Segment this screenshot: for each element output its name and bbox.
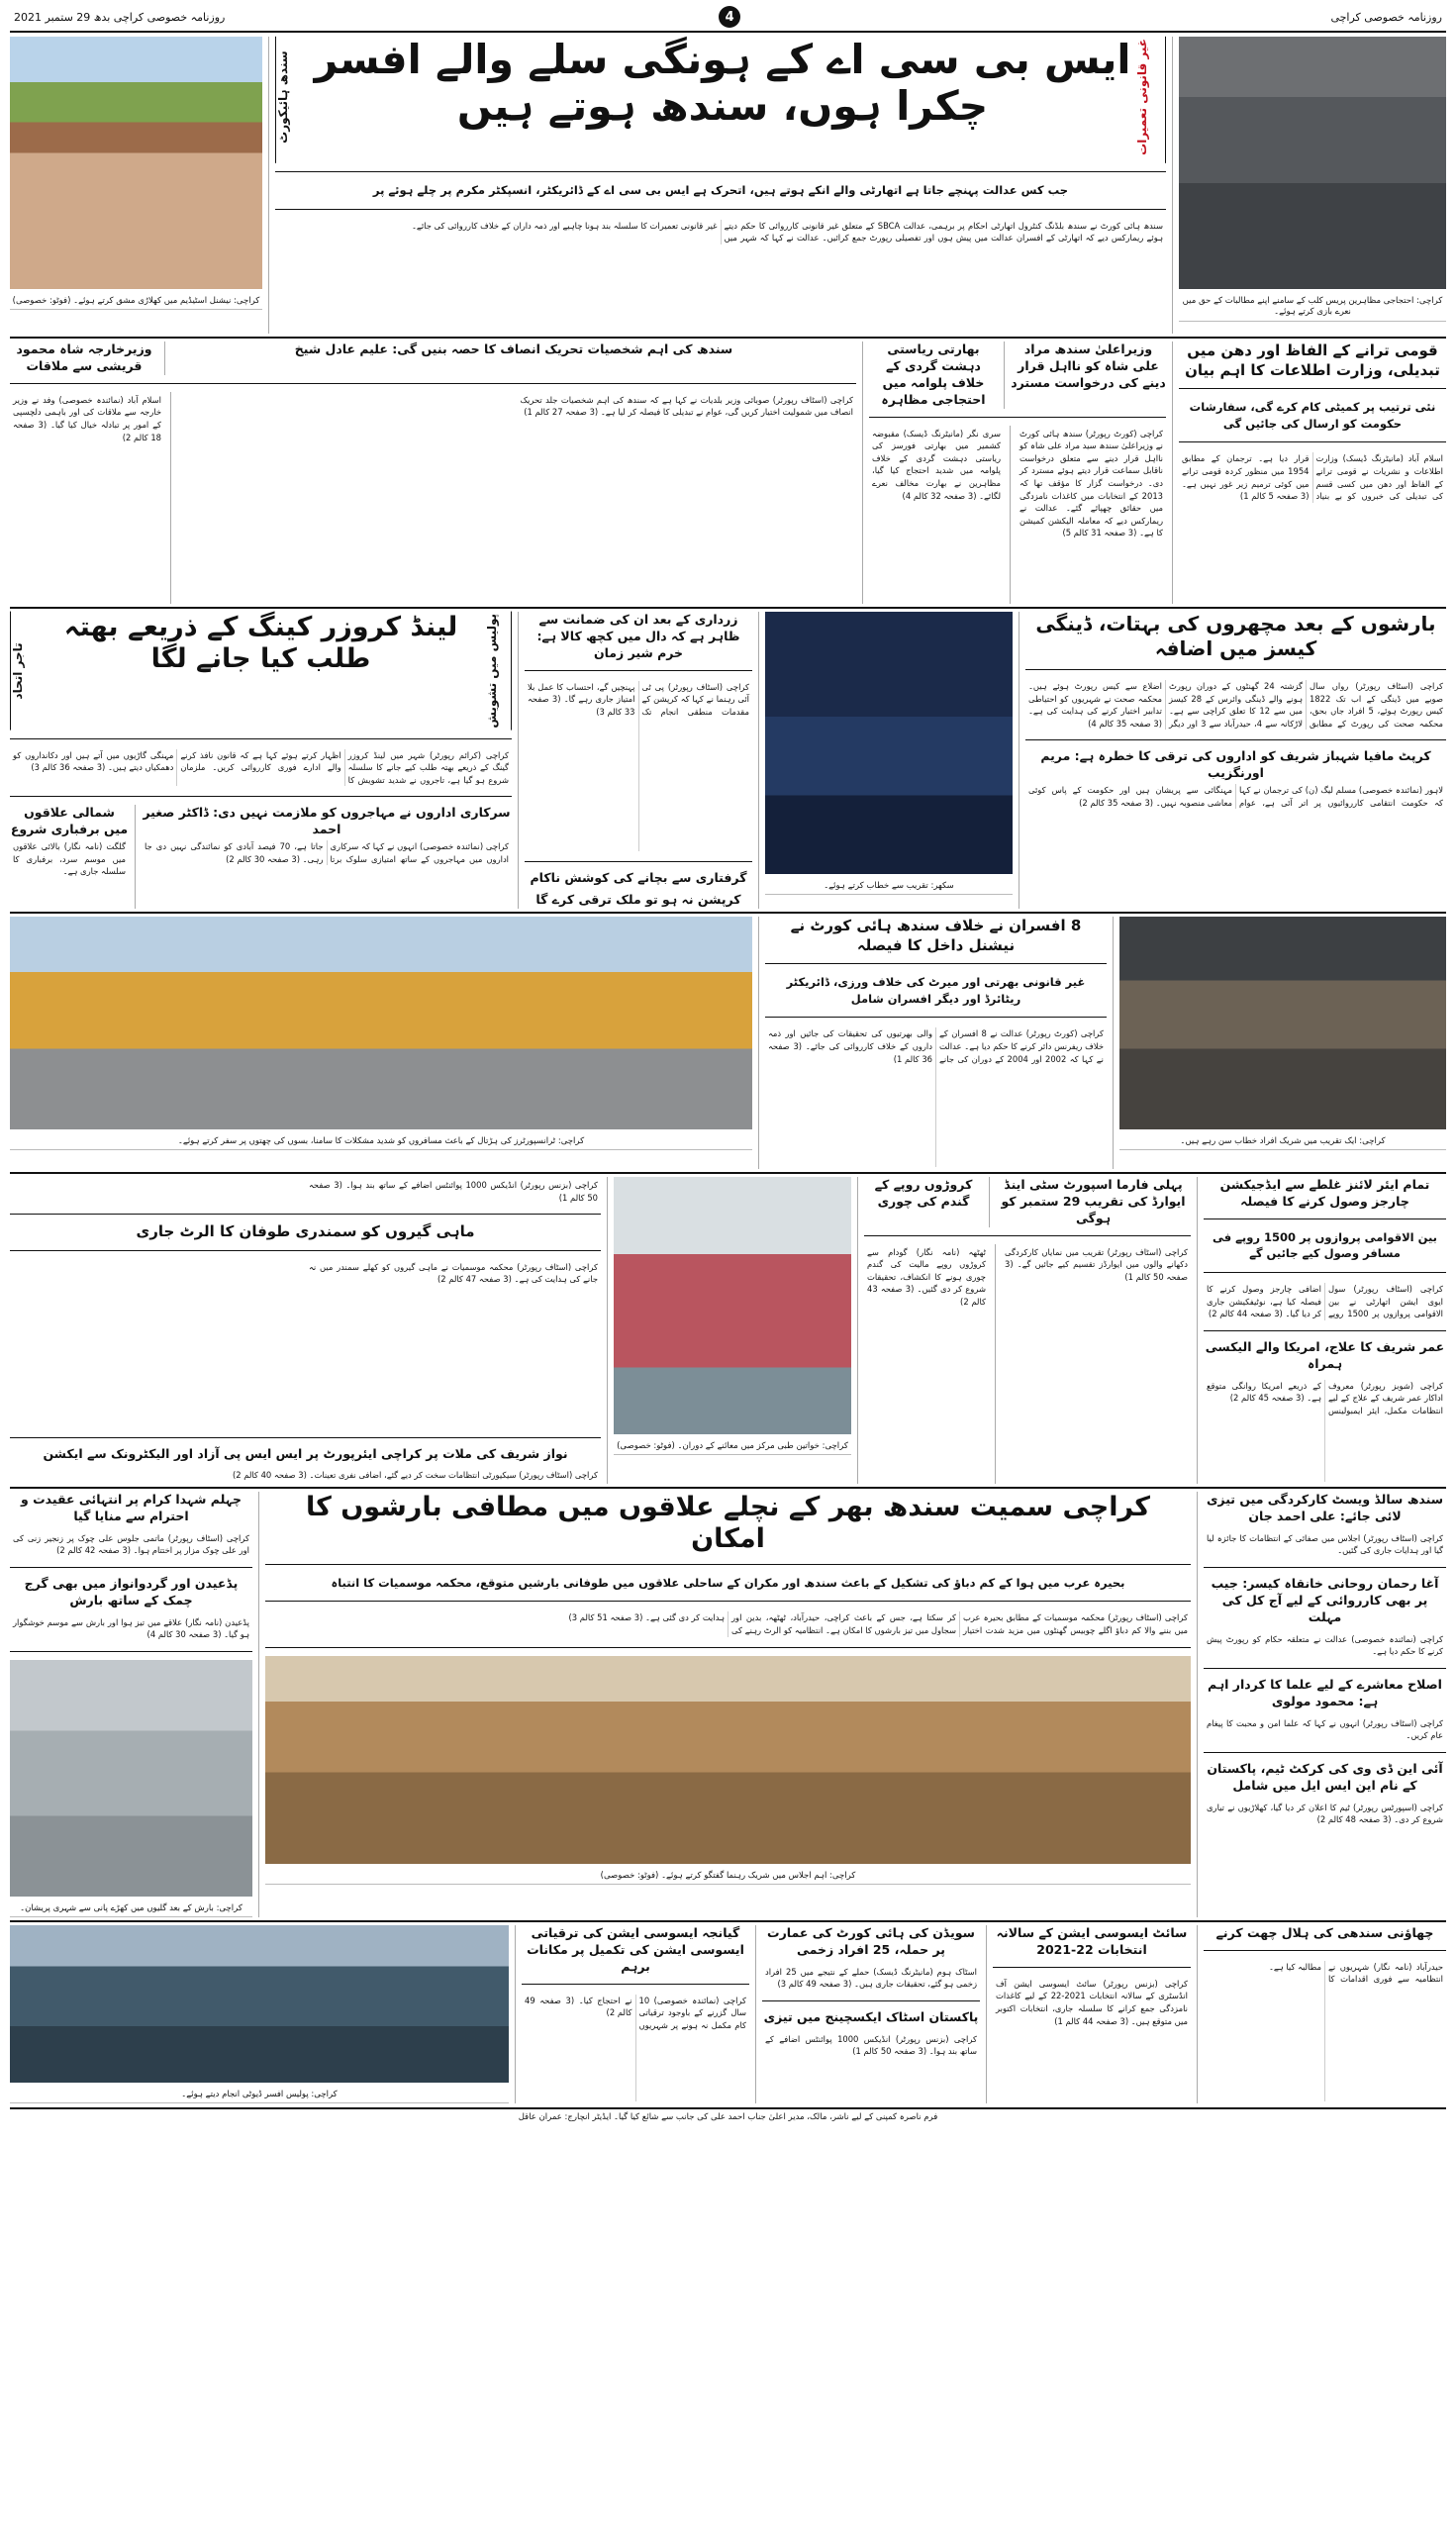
lead-kicker-right: غیر قانونی تعمیرات xyxy=(1135,37,1166,163)
article-pasban-headline: سائٹ ایسوسی ایشن کے سالانہ انتخابات 22-2021 xyxy=(996,1925,1188,1957)
article-jobs-body: کراچی (نمائندہ خصوصی) انہوں نے کہا کہ سرکاری اداروں میں مہاجروں کے ساتھ امتیازی سلوک برتا جاتا ہے، 70 فیصد آبادی کو نمائندگی نہیں دی جا رہی۔ (3 صفحہ 30 کالم 2) xyxy=(145,841,509,864)
top-band xyxy=(10,37,1446,334)
lead-headline: ایس بی سی اے کے ہونگی سلے والے افسر چکرا ہوں، سندھ ہوتے ہیں xyxy=(314,36,1131,131)
lead-story xyxy=(275,37,1166,334)
article-group-misc1 xyxy=(864,1177,1191,1484)
article-psx-body: کراچی (بزنس رپورٹر) انڈیکس 1000 پوائنٹس اضافے کے ساتھ بند ہوا۔ (3 صفحہ 50 کالم 1) xyxy=(765,2033,977,2057)
article-gianja-headline: گیانجہ ایسوسی ایشن کی ترقیاتی ایسوسی ایشن کی تکمیل پر مکانات برہم xyxy=(527,1925,744,1974)
masthead-left: روزنامہ خصوصی کراچی بدھ 29 ستمبر 2021 xyxy=(14,10,226,24)
article-airlines-body: کراچی (اسٹاف رپورٹر) سول ایوی ایشن اتھارٹی نے بین الاقوامی پروازوں پر 1500 روپے اضافی چارجز وصول کرنے کا فیصلہ کیا ہے، نوٹیفکیشن جاری کر دیا گیا۔ (3 صفحہ 44 کالم 2) xyxy=(1207,1284,1443,1319)
article-omar-headline: عمر شریف کا علاج، امریکا والے الیکسی ہمراہ xyxy=(1205,1338,1445,1371)
crowd-photo-block xyxy=(1119,917,1446,1169)
protest-photo xyxy=(1179,37,1446,289)
article-pasban-body: کراچی (بزنس رپورٹر) سائٹ ایسوسی ایشن آف انڈسٹری کے سالانہ انتخابات 2021-22 کے لیے کاغذات نامزدگی جمع کرانے کا سلسلہ جاری، انتخابات اکتوبر میں متوقع ہیں۔ (3 صفحہ 44 کالم 1) xyxy=(996,1978,1188,2026)
fourth-band xyxy=(10,917,1446,1169)
article-arrest-headline: گرفتاری سے بچانے کی کوشش ناکام xyxy=(530,870,747,886)
protest-photo-block xyxy=(1179,37,1446,334)
article-pasban xyxy=(993,1925,1191,2103)
masthead-right: روزنامہ خصوصی کراچی xyxy=(1330,10,1442,24)
article-group-politics xyxy=(10,341,856,604)
article-chehlum-body: کراچی (اسٹاف رپورٹر) ماتمی جلوس علی چوک پر زنجیر زنی کی اور علی چوک مزار پر اختتام ہوا۔ (3 صفحہ 42 کالم 2) xyxy=(13,1532,249,1556)
lead-deck: جب کس عدالت پہنچے جاتا ہے اتھارٹی والے انکے ہوتے ہیں، اتحرک ہے ایس بی سی اے کے ڈائریکٹر، انسپکٹر مکرم پر چلے ہوئے پر xyxy=(372,182,1069,197)
speaker-photo-caption: سکھر: تقریب سے خطاب کرتے ہوئے۔ xyxy=(765,879,1013,895)
article-anthem xyxy=(1179,341,1446,604)
article-khurram-body: کراچی (اسٹاف رپورٹر) پی ٹی آئی رہنما نے کہا کہ کرپشن کے مقدمات منطقی انجام تک پہنچیں گے، احتساب کا عمل بلا امتیاز جاری رہے گا۔ (3 صفحہ 33 کالم 3) xyxy=(528,681,749,717)
seventh-band xyxy=(10,1925,1446,2103)
landcruiser-side-kicker: پولیس میں تشویش xyxy=(485,612,512,731)
bus-photo-caption: کراچی: ٹرانسپورٹرز کی ہڑتال کے باعث مسافروں کو شدید مشکلات کا سامنا، بسوں کی چھتوں پر سفر کرتے ہوئے۔ xyxy=(10,1134,752,1150)
article-psx-headline: پاکستان اسٹاک ایکسچینج میں تیزی xyxy=(763,2008,979,2024)
officer-photo-caption: کراچی: پولیس افسر ڈیوٹی انجام دیتے ہوئے۔ xyxy=(10,2088,509,2103)
landcruiser-side-note: تاجر اتحاد xyxy=(10,612,37,731)
article-nawaz-body: کراچی (اسٹاف رپورٹر) سیکیورٹی انتظامات سخت کر دیے گئے، اضافی نفری تعینات۔ (3 صفحہ 40 کالم 2) xyxy=(232,1470,598,1481)
article-wheat-headline: کروڑوں روپے کے گندم کی چوری xyxy=(874,1177,973,1209)
article-landcruiser-headline: لینڈ کروزر کینگ کے ذریعے بھتہ طلب کیا جانے لگا xyxy=(63,612,458,675)
article-agha-headline: آغا رحمان روحانی خانقاہ کیسر: جیب پر بھی کارروائی کے لیے آج کل کی مہلت xyxy=(1211,1575,1439,1624)
officer-photo-block xyxy=(10,1925,509,2103)
article-gianja-body: کراچی (نمائندہ خصوصی) 10 سال گزرنے کے باوجود ترقیاتی کام مکمل نہ ہونے پر شہریوں نے احتجاج کیا۔ (3 صفحہ 49 کالم 2) xyxy=(525,1995,746,2030)
article-dengue-body: کراچی (اسٹاف رپورٹر) رواں سال صوبے میں ڈینگی کے اب تک 1822 کیس رپورٹ ہوئے، 5 افراد جاں بحق، محکمہ صحت کی رپورٹ کے مطابق گزشتہ 24 گھنٹوں کے دوران رپورٹ ہونے والے ڈینگی وائرس کے 28 کیسز میں سے 12 کا تعلق کراچی سے ہے۔ لاڑکانہ سے 4، حیدرآباد سے 3 اور دیگر اضلاع سے کیس رپورٹ ہوئے ہیں۔ محکمہ صحت نے شہریوں کو احتیاطی تدابیر اختیار کرنے کی ہدایت کی ہے۔ (3 صفحہ 35 کالم 4) xyxy=(1028,681,1443,729)
article-snow-headline: شمالی علاقوں میں برفباری شروع xyxy=(10,805,129,837)
article-fishermen-body: کراچی (اسٹاف رپورٹر) محکمہ موسمیات نے ماہی گیروں کو کھلے سمندر میں نہ جانے کی ہدایت کی ہے۔ (3 صفحہ 47 کالم 2) xyxy=(309,1261,598,1285)
fifth-band xyxy=(10,1177,1446,1484)
protest-photo-caption: کراچی: احتجاجی مظاہرین پریس کلب کے سامنے اپنے مطالبات کے حق میں نعرے بازی کرتے ہوئے۔ xyxy=(1179,294,1446,322)
article-sweden-body: اسٹاک ہوم (مانیٹرنگ ڈیسک) حملے کے نتیجے میں 25 افراد زخمی ہو گئے، تحقیقات جاری ہیں۔ (3 صفحہ 49 کالم 3) xyxy=(765,1966,978,1990)
article-cricket-headline: آئی این ڈی وی کی کرکٹ ٹیم، پاکستان کے نام این ایس ایل میں شامل xyxy=(1207,1760,1443,1793)
article-fishermen-headline: ماہی گیروں کو سمندری طوفان کا الرٹ جاری xyxy=(136,1222,475,1241)
second-band xyxy=(10,341,1446,604)
speaker-photo-block xyxy=(765,612,1013,909)
article-khurram xyxy=(525,612,752,909)
article-pulwama-body: سری نگر (مانیٹرنگ ڈیسک) مقبوضہ کشمیر میں بھارتی فورسز کی ریاستی دہشت گردی کے خلاف پلوامہ میں شدید احتجاج کیا گیا، مظاہرین نے بھارت مخالف نعرے لگائے۔ (3 صفحہ 32 کالم 4) xyxy=(872,428,1001,501)
article-omar-body: کراچی (شوبز رپورٹر) معروف اداکار عمر شریف کے علاج کے لیے انتظامات مکمل، ایئر ایمبولینس کے ذریعے امریکا روانگی متوقع ہے۔ (3 صفحہ 45 کالم 2) xyxy=(1207,1380,1443,1415)
page-footer: فرم ناصرہ کمپنی کے لیے ناشر، مالک، مدیر اعلیٰ جناب احمد علی کی جانب سے شائع کیا گیا۔ ایڈیٹر انچارج: عمران عاقل xyxy=(10,2107,1446,2124)
article-swm-body: کراچی (اسٹاف رپورٹر) اجلاس میں صفائی کے انتظامات کا جائزہ لیا گیا اور ہدایات جاری کی گئیں۔ xyxy=(1207,1532,1443,1556)
article-petition-headline: وزیراعلیٰ سندھ مراد علی شاہ کو نااہل قرار دینے کی درخواست مسترد xyxy=(1011,341,1166,390)
third-band xyxy=(10,612,1446,909)
stadium-photo-caption: کراچی: نیشنل اسٹیڈیم میں کھلاڑی مشق کرتے ہوئے۔ (فوٹو: خصوصی) xyxy=(10,294,262,310)
article-dengue-headline: بارشوں کے بعد مچھروں کی بہتات، ڈینگی کیسز میں اضافہ xyxy=(1035,612,1436,660)
bus-photo xyxy=(10,917,752,1129)
article-weather-body: کراچی (اسٹاف رپورٹر) محکمہ موسمیات کے مطابق بحیرہ عرب میں بننے والا کم دباؤ اگلے چوبیس گھنٹوں میں مزید شدت اختیار کر سکتا ہے، جس کے باعث کراچی، حیدرآباد، ٹھٹھہ، بدین اور سجاول میں تیز بارشوں کا امکان ہے۔ انتظامیہ کو الرٹ رہنے کی ہدایت کر دی گئی ہے۔ (3 صفحہ 51 کالم 3) xyxy=(568,1612,1188,1636)
officer-photo xyxy=(10,1925,509,2083)
article-piddeidan-body: پڈعیدن (نامہ نگار) علاقے میں تیز ہوا اور بارش سے موسم خوشگوار ہو گیا۔ (3 صفحہ 30 کالم 4) xyxy=(13,1616,249,1640)
article-landcruiser-body: کراچی (کرائم رپورٹر) شہر میں لینڈ کروزر گینگ کے ذریعے بھتہ طلب کیے جانے کا سلسلہ شروع ہو گیا ہے، تاجروں نے شدید تشویش کا اظہار کرتے ہوئے کہا ہے کہ قانون نافذ کرنے والے ادارے فوری کارروائی کریں۔ ملزمان مہنگی گاڑیوں میں آتے ہیں اور دکانداروں کو دھمکیاں دیتے ہیں۔ (3 صفحہ 36 کالم 3) xyxy=(13,749,509,785)
sixth-band xyxy=(10,1492,1446,1917)
article-maryam-headline: کرپٹ مافیا شہباز شریف کو اداروں کی ترقی کا خطرہ ہے: مریم اورنگزیب xyxy=(1040,748,1431,781)
speaker-photo xyxy=(765,612,1013,874)
article-snow-body: گلگت (نامہ نگار) بالائی علاقوں میں موسم سرد، برفباری کا سلسلہ جاری ہے۔ xyxy=(13,841,126,877)
article-pharma-headline: پہلی فارما اسپورٹ سٹی اینڈ ایوارڈ کی تقریب 29 ستمبر کو ہوگی xyxy=(1001,1177,1186,1225)
article-sweden-headline: سویڈن کی ہائی کورٹ کی عمارت پر حملہ، 25 افراد زخمی xyxy=(767,1925,975,1957)
lead-region-tag: سندھ ہائیکورٹ xyxy=(275,37,310,163)
briefs-left xyxy=(10,1492,252,1917)
article-swm-headline: سندھ سالڈ ویسٹ کارکردگی میں تیزی لائی جائے: علی احمد جان xyxy=(1206,1492,1444,1523)
article-ulema-body: کراچی (اسٹاف رپورٹر) انہوں نے کہا کہ علما امن و محبت کا پیغام عام کریں۔ xyxy=(1207,1717,1443,1741)
stadium-photo-block xyxy=(10,37,262,334)
article-group-misc2 xyxy=(10,1177,601,1484)
article-generic-body-top: کراچی (بزنس رپورٹر) انڈیکس 1000 پوائنٹس اضافے کے ساتھ بند ہوا۔ (3 صفحہ 50 کالم 1) xyxy=(309,1180,598,1203)
article-group-courts xyxy=(869,341,1166,604)
street-photo-caption: کراچی: بارش کے بعد گلیوں میں کھڑے پانی سے شہری پریشان۔ xyxy=(10,1901,252,1917)
article-nawaz-headline: نواز شریف کی ملات پر کراچی ایئرپورٹ پر ایس ایس پی آزاد اور الیکٹرونک سے ایکشن xyxy=(43,1445,568,1461)
lead-body: سندھ ہائی کورٹ نے سندھ بلڈنگ کنٹرول اتھارٹی احکام پر برہمی، عدالت SBCA کے متعلق غیر قانونی کارروائی کا حکم دیتے ہوئے ریمارکس دیے کہ اتھارٹی کے افسران عدالت میں پیش ہوں اور تفصیلی رپورٹ جمع کرائیں۔ عدالت نے کہا کہ شہر میں غیر قانونی تعمیرات کا سلسلہ بند ہونا چاہیے اور ذمہ داران کے خلاف کارروائی کی جائے۔ xyxy=(412,220,1163,244)
article-airlines xyxy=(1204,1177,1446,1484)
stadium-photo xyxy=(10,37,262,289)
article-agha-body: کراچی (نمائندہ خصوصی) عدالت نے متعلقہ حکام کو رپورٹ پیش کرنے کا حکم دیا ہے۔ xyxy=(1207,1633,1443,1657)
crowd-photo xyxy=(1119,917,1446,1129)
clinic-photo-caption: کراچی: خواتین طبی مرکز میں معائنے کے دوران۔ (فوٹو: خصوصی) xyxy=(614,1439,851,1455)
article-officers-sub: غیر قانونی بھرتی اور میرٹ کی خلاف ورزی، ڈائریکٹر ریٹائرڈ اور دیگر افسران شامل xyxy=(786,975,1086,1006)
article-officers-headline: 8 افسران نے خلاف سندھ ہائی کورٹ نے نیشنل داخل کا فیصلہ xyxy=(790,917,1082,954)
article-weather-headline: کراچی سمیت سندھ بھر کے نچلے علاقوں میں مطافی بارشوں کا امکان xyxy=(306,1492,1150,1555)
article-officers xyxy=(765,917,1107,1169)
article-gianja xyxy=(522,1925,749,2103)
article-weather xyxy=(265,1492,1191,1917)
article-chehlum-headline: چہلم شہدا کرام پر انتہائی عقیدت و احترام سے منایا گیا xyxy=(20,1492,243,1523)
article-officers-body: کراچی (کورٹ رپورٹر) عدالت نے 8 افسران کے خلاف ریفرنس دائر کرنے کا حکم دیا ہے۔ عدالت نے کہا کہ 2002 اور 2004 کے دوران کی جانے والی بھرتیوں کی تحقیقات کی جائیں اور ذمہ داروں کے خلاف کارروائی کی جائے۔ (3 صفحہ 36 کالم 1) xyxy=(768,1028,1104,1064)
article-corruption-headline: کرپشن نہ ہو تو ملک ترقی کرے گا xyxy=(535,892,741,908)
article-pulwama-headline: بھارتی ریاستی دہشت گردی کے خلاف پلوامہ میں احتجاجی مظاہرہ xyxy=(881,341,986,407)
article-fm-headline: وزیرخارجہ شاہ محمود قریشی سے ملاقات xyxy=(16,341,152,373)
article-maryam-body: لاہور (نمائندہ خصوصی) مسلم لیگ (ن) کی ترجمان نے کہا کہ حکومت انتقامی کارروائیوں پر اتر آئی ہے، عوام مہنگائی سے پریشان ہیں اور حکومت کے پاس کوئی معاشی منصوبہ نہیں۔ (3 صفحہ 35 کالم 2) xyxy=(1028,785,1443,808)
article-dengue xyxy=(1025,612,1446,909)
clinic-photo-block xyxy=(614,1177,851,1484)
article-anthem-headline: قومی ترانے کے الفاظ اور دھن میں تبدیلی، وزارت اطلاعات کا اہم بیان xyxy=(1185,341,1440,379)
meeting-photo-caption: کراچی: اہم اجلاس میں شریک رہنما گفتگو کرتے ہوئے۔ (فوٹو: خصوصی) xyxy=(265,1869,1191,1885)
bus-photo-block xyxy=(10,917,752,1169)
article-pti-body: کراچی (اسٹاف رپورٹر) صوبائی وزیر بلدیات نے کہا ہے کہ سندھ کی اہم شخصیات جلد تحریک انصاف میں شمولیت اختیار کریں گی، عوام نے تبدیلی کا فیصلہ کر لیا ہے۔ (3 صفحہ 27 کالم 1) xyxy=(520,394,853,418)
briefs-right xyxy=(1204,1492,1446,1917)
masthead xyxy=(10,6,1446,33)
page-number: 4 xyxy=(719,6,740,28)
article-fm-body: اسلام آباد (نمائندہ خصوصی) وفد نے وزیر خارجہ سے ملاقات کی اور باہمی دلچسپی کے امور پر تبادلہ خیال کیا گیا۔ (3 صفحہ 18 کالم 2) xyxy=(13,394,161,442)
article-landcruiser xyxy=(10,612,512,909)
article-airlines-sub: بین الاقوامی پروازوں پر 1500 روپے فی مسافر وصول کیے جائیں گے xyxy=(1213,1229,1437,1261)
meeting-photo xyxy=(265,1656,1191,1864)
article-site-assoc xyxy=(1204,1925,1446,2103)
article-site-body: حیدرآباد (نامہ نگار) شہریوں نے انتظامیہ سے فوری اقدامات کا مطالبہ کیا ہے۔ xyxy=(1268,1961,1443,1985)
crowd-photo-caption: کراچی: ایک تقریب میں شریک افراد خطاب سن رہے ہیں۔ xyxy=(1119,1134,1446,1150)
article-weather-deck: بحیرہ عرب میں ہوا کے کم دباؤ کی تشکیل کے باعث سندھ اور مکران کے ساحلی علاقوں میں طوفانی بارشیں متوقع، محکمہ موسمیات کا انتباہ xyxy=(331,1575,1125,1590)
article-sweden xyxy=(762,1925,980,2103)
article-pti-headline: سندھ کی اہم شخصیات تحریک انصاف کا حصہ بنیں گی: علیم عادل شیخ xyxy=(294,341,733,356)
street-photo xyxy=(10,1660,252,1897)
article-airlines-headline: تمام ایئر لائنز غلطے سے ایڈجیکشن چارجز وصول کرنے کا فیصلہ xyxy=(1219,1177,1430,1209)
article-site-headline: چھاؤنی سندھی کی ہلال چھت کرنے xyxy=(1215,1925,1434,1940)
article-wheat-body: ٹھٹھہ (نامہ نگار) گودام سے کروڑوں روپے مالیت کی گندم چوری ہونے کا انکشاف، تحقیقات شروع کر دی گئیں۔ (3 صفحہ 43 کالم 2) xyxy=(867,1246,986,1308)
article-anthem-sub: نئی ترتیب پر کمیٹی کام کرے گی، سفارشات حکومت کو ارسال کی جائیں گی xyxy=(1189,400,1436,431)
article-jobs-headline: سرکاری اداروں نے مہاجروں کو ملازمت نہیں دی: ڈاکٹر صغیر احمد xyxy=(143,805,511,837)
article-petition-body: کراچی (کورٹ رپورٹر) سندھ ہائی کورٹ نے وزیراعلیٰ سندھ سید مراد علی شاہ کو نااہل قرار دینے سے متعلق درخواست ناقابل سماعت قرار دیتے ہوئے مسترد کر دی۔ درخواست گزار کا مؤقف تھا کہ 2013 کے انتخابات میں کاغذات نامزدگی میں حقائق چھپائے گئے۔ عدالت نے ریمارکس دیے کہ معاملہ الیکشن کمیشن کا ہے۔ (3 صفحہ 31 کالم 5) xyxy=(1019,428,1163,538)
article-cricket-body: کراچی (اسپورٹس رپورٹر) ٹیم کا اعلان کر دیا گیا، کھلاڑیوں نے تیاری شروع کر دی۔ (3 صفحہ 48 کالم 2) xyxy=(1207,1802,1443,1825)
article-anthem-body: اسلام آباد (مانیٹرنگ ڈیسک) وزارت اطلاعات و نشریات نے قومی ترانے کے الفاظ اور دھن میں کسی قسم کی تبدیلی کی خبروں کو بے بنیاد قرار دیا ہے۔ ترجمان کے مطابق 1954 میں منظور کردہ قومی ترانے میں کوئی ترمیم زیر غور نہیں ہے۔ (3 صفحہ 5 کالم 1) xyxy=(1182,453,1443,502)
article-pharma-body: کراچی (اسٹاف رپورٹر) تقریب میں نمایاں کارکردگی دکھانے والوں میں ایوارڈز تقسیم کیے جائیں گے۔ (3 صفحہ 50 کالم 1) xyxy=(1005,1246,1188,1282)
clinic-photo xyxy=(614,1177,851,1434)
article-ulema-headline: اصلاح معاشرے کے لیے علما کا کردار اہم ہے: محمود مولوی xyxy=(1208,1676,1442,1708)
article-khurram-headline: زرداری کے بعد ان کی ضمانت سے ظاہر ہے کہ دال میں کچھ کالا ہے: خرم شیر زمان xyxy=(536,612,740,660)
article-piddeidan-headline: پڈعیدن اور گردوانواز میں بھی گرج چمک کے ساتھ بارش xyxy=(24,1575,239,1608)
